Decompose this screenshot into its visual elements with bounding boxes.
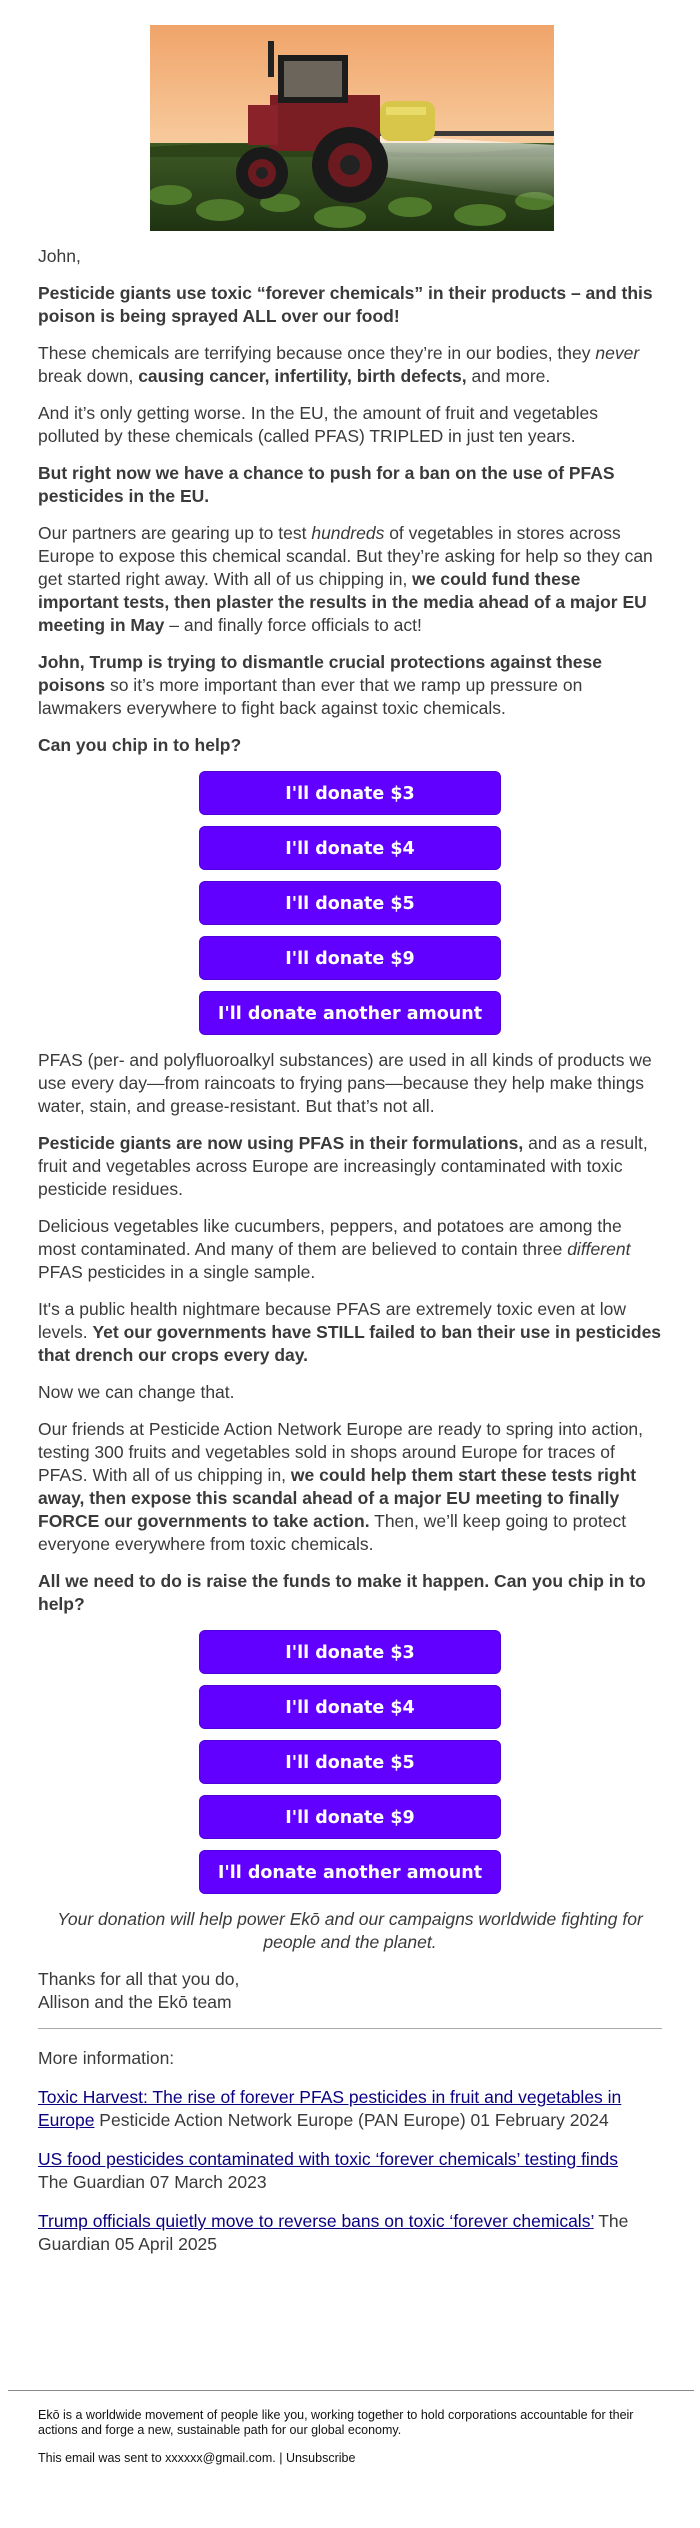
donate-4-button[interactable]: I'll donate $4 — [199, 1685, 501, 1729]
reference-source: Pesticide Action Network Europe (PAN Europe) 01 February 2024 — [94, 2110, 609, 2130]
text-bold: But right now we have a chance to push for a ban on the use of PFAS pesticides in the EU. — [38, 463, 615, 506]
references — [38, 2047, 662, 2256]
paragraph-change: Now we can change that. — [38, 1382, 235, 1402]
reference-item — [38, 2086, 662, 2132]
text-bold: All we need to do is raise the funds to make it happen. Can you chip in to help? — [38, 1571, 646, 1614]
footer-divider — [8, 2390, 694, 2391]
email-body — [38, 245, 662, 2272]
tractor-spraying-image — [150, 25, 554, 231]
donate-9-button[interactable]: I'll donate $9 — [199, 1795, 501, 1839]
donate-other-button[interactable]: I'll donate another amount — [199, 1850, 501, 1894]
donation-tagline: Your donation will help power Ekō and our campaigns worldwide fighting for people and the planet. — [57, 1909, 643, 1952]
hero-image — [150, 25, 554, 231]
footer-sent-unsubscribe[interactable]: This email was sent to xxxxxx@gmail.com. | Unsubscribe — [38, 2451, 356, 2465]
donation-buttons-1 — [38, 771, 662, 1035]
footer — [38, 2408, 668, 2479]
text-span: and more. — [466, 366, 551, 386]
paragraph-friends — [38, 1418, 662, 1556]
text-span: PFAS pesticides in a single sample. — [38, 1262, 316, 1282]
text-span: Then, we’ll keep going to protect everyone everywhere from toxic chemicals. — [38, 1511, 627, 1554]
donate-3-button[interactable]: I'll donate $3 — [199, 1630, 501, 1674]
text-span: – and finally force officials to act! — [164, 615, 422, 635]
donate-other-button[interactable]: I'll donate another amount — [199, 991, 501, 1035]
footer-about: Ekō is a worldwide movement of people like you, working together to hold corporations accountable for their actions and forge a new, sustainable path for our global economy. — [38, 2408, 634, 2437]
more-info-heading: More information: — [38, 2048, 175, 2068]
text-span: Our friends at Pesticide Action Network Europe are ready to spring into action, testing 300 fruits and vegetables sold in shops around Europe for traces of PFAS. With all of us chipping in, — [38, 1419, 644, 1485]
reference-link[interactable]: Toxic Harvest: The rise of forever PFAS pesticides in fruit and vegetables in Europe — [38, 2087, 622, 2130]
paragraph-trump — [38, 651, 662, 720]
reference-link[interactable]: Trump officials quietly move to reverse bans on toxic ‘forever chemicals’ — [38, 2211, 594, 2231]
text-span: It's a public health nightmare because PFAS are extremely toxic even at low levels. — [38, 1299, 626, 1342]
divider — [38, 2028, 662, 2029]
text-span: Delicious vegetables like cucumbers, peppers, and potatoes are among the most contaminated. And many of them are believed to contain three — [38, 1216, 622, 1259]
paragraph-partners — [38, 522, 662, 637]
reference-source: The Guardian 07 March 2023 — [38, 2172, 267, 2192]
donate-5-button[interactable]: I'll donate $5 — [199, 1740, 501, 1784]
reference-source: The Guardian 05 April 2025 — [38, 2211, 629, 2254]
text-bold: we could help them start these tests right away, then expose this scandal ahead of a major EU meeting to finally FORCE our governments to take action. — [38, 1465, 637, 1531]
signoff-signature: Allison and the Ekō team — [38, 1992, 232, 2012]
donate-5-button[interactable]: I'll donate $5 — [199, 881, 501, 925]
text-italic: different — [567, 1239, 631, 1259]
reference-item — [38, 2148, 662, 2194]
paragraph-intro — [38, 282, 662, 328]
signoff — [38, 1968, 662, 2014]
text-span: Our partners are gearing up to test — [38, 523, 312, 543]
paragraph-nightmare — [38, 1298, 662, 1367]
paragraph-vegetables — [38, 1215, 662, 1284]
signoff-line: Thanks for all that you do, — [38, 1969, 240, 1989]
donation-ask-1 — [38, 734, 662, 757]
donation-ask-2 — [38, 1570, 662, 1616]
text-bold: Can you chip in to help? — [38, 735, 242, 755]
donation-buttons-2 — [38, 1630, 662, 1894]
text-span: and as a result, fruit and vegetables across Europe are increasingly contaminated with toxic pesticide residues. — [38, 1133, 648, 1199]
donate-9-button[interactable]: I'll donate $9 — [199, 936, 501, 980]
text-span: of vegetables in stores across Europe to expose this chemical scandal. But they’re asking for help so they can get started right away. With all of us chipping in, — [38, 523, 653, 589]
donate-4-button[interactable]: I'll donate $4 — [199, 826, 501, 870]
text-span: These chemicals are terrifying because once they’re in our bodies, they — [38, 343, 596, 363]
text-span: so it’s more important than ever that we ramp up pressure on lawmakers everywhere to fight back against toxic chemicals. — [38, 675, 583, 718]
paragraph-chance — [38, 462, 662, 508]
text-italic: never — [595, 343, 640, 363]
text-bold: John, Trump is trying to dismantle crucial protections against these poisons — [38, 652, 602, 695]
text-bold: Pesticide giants are now using PFAS in their formulations, — [38, 1133, 524, 1153]
text-bold: we could fund these important tests, then plaster the results in the media ahead of a major EU meeting in May — [38, 569, 647, 635]
text-italic: hundreds — [311, 523, 385, 543]
donate-3-button[interactable]: I'll donate $3 — [199, 771, 501, 815]
text-bold: causing cancer, infertility, birth defects, — [138, 366, 467, 386]
reference-item — [38, 2210, 662, 2256]
paragraph-pfas: PFAS (per- and polyfluoroalkyl substances) are used in all kinds of products we use every day—from raincoats to frying pans—because they help make things water, stain, and grease-resistant. But that’s not all. — [38, 1050, 652, 1116]
paragraph-formulations — [38, 1132, 662, 1201]
paragraph-worse: And it’s only getting worse. In the EU, the amount of fruit and vegetables polluted by these chemicals (called PFAS) TRIPLED in just ten years. — [38, 403, 599, 446]
greeting: John, — [38, 246, 81, 266]
text-bold: Yet our governments have STILL failed to ban their use in pesticides that drench our crops every day. — [38, 1322, 662, 1365]
reference-link[interactable]: US food pesticides contaminated with toxic ‘forever chemicals’ testing finds — [38, 2149, 619, 2169]
paragraph-chemicals — [38, 342, 662, 388]
text-span: break down, — [38, 366, 139, 386]
intro-bold: Pesticide giants use toxic “forever chemicals” in their products – and this poison is being sprayed ALL over our food! — [38, 283, 653, 326]
